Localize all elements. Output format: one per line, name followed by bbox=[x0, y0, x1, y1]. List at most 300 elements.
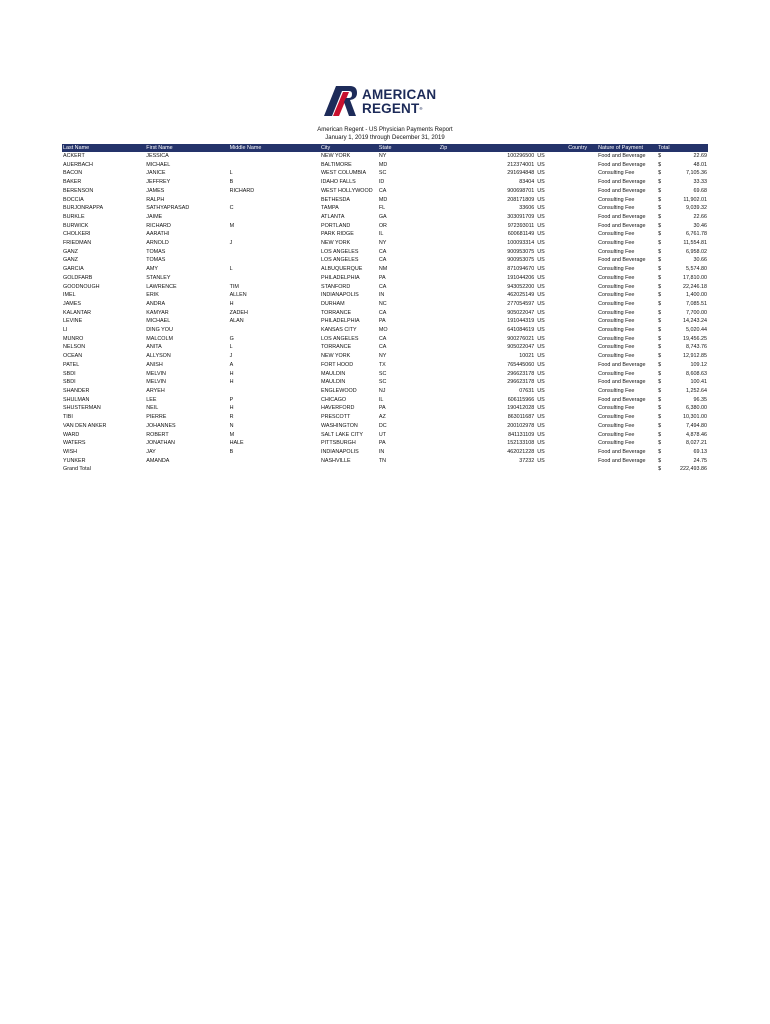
cell-nature: Food and Beverage bbox=[598, 448, 646, 455]
cell-country: US bbox=[537, 431, 545, 438]
cell-country: US bbox=[537, 414, 545, 421]
cell-state: GA bbox=[378, 213, 387, 220]
cell-zip: 10021 bbox=[519, 353, 535, 360]
cell-city: NEW YORK bbox=[320, 240, 351, 247]
cell-last-name: KALANTAR bbox=[63, 309, 92, 316]
col-header-total: Total bbox=[657, 144, 708, 152]
cell-last-name: ACKERT bbox=[63, 153, 85, 159]
cell-country: US bbox=[537, 361, 545, 368]
cell-country: US bbox=[537, 335, 545, 342]
cell-state: NC bbox=[378, 300, 387, 307]
cell-last-name: GANZ bbox=[63, 257, 78, 264]
table-row bbox=[62, 361, 708, 370]
cell-last-name: BURJONRAPPA bbox=[63, 205, 104, 212]
table-row bbox=[62, 413, 708, 422]
cell-last-name: CHOLKERI bbox=[63, 231, 91, 238]
table-row bbox=[62, 352, 708, 361]
cell-country: US bbox=[537, 213, 545, 220]
cell-country: US bbox=[537, 309, 545, 316]
cell-last-name: VAN DEN ANKER bbox=[63, 422, 107, 429]
cell-nature: Consulting Fee bbox=[598, 283, 635, 290]
cell-first-name: MICHAEL bbox=[146, 318, 171, 325]
cell-first-name: RICHARD bbox=[146, 222, 171, 229]
grand-total-row bbox=[62, 465, 708, 474]
cell-currency: $ bbox=[658, 231, 662, 238]
cell-total: 8,743.76 bbox=[686, 344, 707, 351]
cell-first-name: DING YOU bbox=[146, 327, 173, 334]
cell-total: 7,105.36 bbox=[686, 170, 707, 177]
table-row bbox=[62, 283, 708, 292]
cell-total: 11,554.81 bbox=[683, 240, 707, 247]
logo-line2: REGENT® bbox=[362, 101, 423, 116]
cell-city: PRESCOTT bbox=[320, 414, 351, 421]
cell-zip: 190412028 bbox=[507, 405, 535, 412]
cell-currency: $ bbox=[658, 222, 662, 229]
cell-country: US bbox=[537, 405, 545, 412]
cell-total: 6,761.78 bbox=[686, 231, 707, 238]
report-period: January 1, 2019 through December 31, 2019 bbox=[325, 135, 445, 141]
cell-nature: Consulting Fee bbox=[598, 318, 635, 325]
cell-state: SC bbox=[378, 370, 387, 377]
cell-first-name: TOMAS bbox=[146, 257, 166, 264]
cell-first-name: JEFFREY bbox=[146, 179, 171, 186]
cell-nature: Food and Beverage bbox=[598, 187, 646, 194]
cell-total: 22,246.18 bbox=[683, 283, 707, 290]
cell-last-name: OCEAN bbox=[63, 353, 83, 360]
cell-currency: $ bbox=[658, 170, 662, 177]
cell-country: US bbox=[537, 170, 545, 177]
cell-city: BETHESDA bbox=[320, 196, 351, 203]
cell-last-name: TIBI bbox=[63, 414, 73, 421]
cell-zip: 83404 bbox=[519, 179, 535, 186]
cell-state: CA bbox=[378, 335, 387, 342]
cell-country: US bbox=[537, 353, 545, 360]
cell-last-name: LI bbox=[63, 327, 68, 334]
cell-middle-name: J bbox=[229, 240, 233, 247]
cell-nature: Food and Beverage bbox=[598, 179, 646, 186]
cell-zip: 100093314 bbox=[507, 240, 535, 247]
table-row bbox=[62, 230, 708, 239]
cell-last-name: AUERBACH bbox=[63, 161, 93, 168]
cell-currency: $ bbox=[658, 257, 662, 264]
table-row bbox=[62, 291, 708, 300]
cell-zip: 291694848 bbox=[507, 170, 535, 177]
cell-total: 33.33 bbox=[693, 179, 707, 186]
cell-middle-name: N bbox=[229, 422, 234, 429]
cell-total: 1,400.00 bbox=[686, 292, 707, 299]
cell-total: 8,608.63 bbox=[686, 370, 707, 377]
cell-nature: Consulting Fee bbox=[598, 353, 635, 360]
cell-nature: Consulting Fee bbox=[598, 387, 635, 394]
cell-state: IL bbox=[378, 396, 384, 403]
cell-nature: Consulting Fee bbox=[598, 240, 635, 247]
cell-currency: $ bbox=[658, 318, 662, 325]
cell-middle-name: H bbox=[229, 379, 234, 386]
cell-country: US bbox=[537, 179, 545, 186]
cell-first-name: JESSICA bbox=[146, 153, 169, 159]
cell-last-name: GANZ bbox=[63, 248, 78, 255]
cell-state: AZ bbox=[378, 414, 386, 421]
cell-middle-name: B bbox=[229, 448, 234, 455]
cell-last-name: SBDI bbox=[63, 379, 76, 386]
cell-currency: $ bbox=[658, 440, 662, 447]
cell-last-name: NELSON bbox=[63, 344, 86, 351]
cell-total: 17,810.00 bbox=[683, 274, 707, 281]
cell-country: US bbox=[537, 440, 545, 447]
cell-zip: 871094670 bbox=[507, 266, 535, 273]
cell-middle-name: ZADEH bbox=[229, 309, 248, 316]
table-row bbox=[62, 239, 708, 248]
cell-middle-name: C bbox=[229, 205, 234, 212]
cell-nature: Consulting Fee bbox=[598, 414, 635, 421]
cell-last-name: BURKLE bbox=[63, 213, 85, 220]
cell-total: 96.35 bbox=[693, 396, 707, 403]
table-row bbox=[62, 431, 708, 440]
cell-last-name: BERENSON bbox=[63, 187, 94, 194]
cell-last-name: JAMES bbox=[63, 300, 81, 307]
cell-city: KANSAS CITY bbox=[320, 327, 357, 334]
cell-nature: Consulting Fee bbox=[598, 248, 635, 255]
table-row bbox=[62, 387, 708, 396]
cell-last-name: WATERS bbox=[63, 440, 86, 447]
cell-state: MD bbox=[378, 161, 388, 168]
cell-total: 30.46 bbox=[693, 222, 707, 229]
cell-state: CA bbox=[378, 257, 387, 264]
cell-total: 69.13 bbox=[693, 448, 707, 455]
cell-currency: $ bbox=[658, 205, 662, 212]
table-row bbox=[62, 343, 708, 352]
cell-country: US bbox=[537, 300, 545, 307]
table-row bbox=[62, 326, 708, 335]
cell-nature: Food and Beverage bbox=[598, 161, 646, 168]
cell-city: BALTIMORE bbox=[320, 161, 352, 168]
logo-line1: AMERICAN bbox=[362, 87, 437, 102]
cell-zip: 07631 bbox=[519, 387, 535, 394]
cell-state: FL bbox=[378, 205, 386, 212]
cell-first-name: PIERRE bbox=[146, 414, 167, 421]
cell-last-name: BAKER bbox=[63, 179, 82, 186]
cell-middle-name bbox=[229, 161, 320, 170]
cell-middle-name: J bbox=[229, 353, 233, 360]
cell-state: MD bbox=[378, 196, 388, 203]
cell-middle-name: H bbox=[229, 370, 234, 377]
cell-country: US bbox=[537, 153, 545, 159]
cell-total: 48.01 bbox=[693, 161, 707, 168]
cell-nature: Consulting Fee bbox=[598, 205, 635, 212]
cell-total: 6,958.02 bbox=[686, 248, 707, 255]
cell-city: SALT LAKE CITY bbox=[320, 431, 364, 438]
cell-first-name: RALPH bbox=[146, 196, 165, 203]
cell-middle-name bbox=[229, 230, 320, 239]
cell-country: US bbox=[537, 266, 545, 273]
table-row bbox=[62, 378, 708, 387]
cell-country: US bbox=[537, 370, 545, 377]
grand-total-symbol: $ bbox=[658, 466, 662, 473]
cell-zip: 100296500 bbox=[507, 153, 535, 159]
cell-currency: $ bbox=[658, 457, 662, 464]
cell-currency: $ bbox=[658, 153, 662, 159]
cell-country: US bbox=[537, 283, 545, 290]
cell-middle-name: RICHARD bbox=[229, 187, 255, 194]
cell-middle-name: B bbox=[229, 179, 234, 186]
cell-city: ATLANTA bbox=[320, 213, 345, 220]
cell-zip: 200102978 bbox=[507, 422, 535, 429]
cell-total: 69.68 bbox=[693, 187, 707, 194]
cell-middle-name: L bbox=[229, 170, 233, 177]
cell-zip: 943052200 bbox=[507, 283, 535, 290]
cell-last-name: GOLDFARB bbox=[63, 274, 93, 281]
cell-state: PA bbox=[378, 274, 386, 281]
cell-state: OR bbox=[378, 222, 387, 229]
cell-total: 4,878.46 bbox=[686, 431, 707, 438]
table-row bbox=[62, 213, 708, 222]
cell-country: US bbox=[537, 387, 545, 394]
cell-currency: $ bbox=[658, 370, 662, 377]
cell-middle-name: G bbox=[229, 335, 234, 342]
cell-zip: 191044206 bbox=[507, 274, 535, 281]
cell-nature: Food and Beverage bbox=[598, 379, 646, 386]
cell-last-name: WARD bbox=[63, 431, 80, 438]
cell-zip: 905022047 bbox=[507, 344, 535, 351]
cell-country: US bbox=[537, 196, 545, 203]
table-row bbox=[62, 422, 708, 431]
cell-nature: Consulting Fee bbox=[598, 266, 635, 273]
cell-first-name: AARATHI bbox=[146, 231, 170, 238]
cell-zip: 303091709 bbox=[507, 213, 535, 220]
payments-table bbox=[62, 144, 708, 474]
cell-city: PORTLAND bbox=[320, 222, 351, 229]
table-row bbox=[62, 370, 708, 379]
cell-country: US bbox=[537, 187, 545, 194]
cell-first-name: MALCOLM bbox=[146, 335, 173, 342]
grand-total-value: 222,493.86 bbox=[680, 466, 707, 473]
cell-middle-name bbox=[229, 256, 320, 265]
cell-nature: Consulting Fee bbox=[598, 344, 635, 351]
cell-zip: 296623178 bbox=[507, 370, 535, 377]
cell-total: 24.75 bbox=[693, 457, 707, 464]
cell-middle-name: M bbox=[229, 431, 235, 438]
table-row bbox=[62, 317, 708, 326]
cell-zip: 905022047 bbox=[507, 309, 535, 316]
logo-mark-icon bbox=[322, 84, 358, 118]
cell-nature: Consulting Fee bbox=[598, 405, 635, 412]
cell-country: US bbox=[537, 318, 545, 325]
cell-first-name: ALLYSON bbox=[146, 353, 171, 360]
table-row bbox=[62, 265, 708, 274]
cell-middle-name bbox=[229, 213, 320, 222]
cell-currency: $ bbox=[658, 248, 662, 255]
table-row bbox=[62, 300, 708, 309]
cell-first-name: ANISH bbox=[146, 361, 163, 368]
col-header-last-name: Last Name bbox=[62, 144, 145, 152]
cell-nature: Consulting Fee bbox=[598, 170, 635, 177]
col-header-state: State bbox=[378, 144, 439, 152]
cell-first-name: KAMYAR bbox=[146, 309, 169, 316]
cell-nature: Food and Beverage bbox=[598, 153, 646, 159]
cell-total: 7,494.80 bbox=[686, 422, 707, 429]
cell-country: US bbox=[537, 396, 545, 403]
cell-first-name: ANITA bbox=[146, 344, 162, 351]
cell-first-name: LEE bbox=[146, 396, 157, 403]
cell-zip: 462021228 bbox=[507, 448, 535, 455]
cell-state: PA bbox=[378, 405, 386, 412]
cell-city: DURHAM bbox=[320, 300, 345, 307]
cell-city: NEW YORK bbox=[320, 353, 351, 360]
col-header-country: Country bbox=[535, 144, 588, 152]
cell-zip: 863011687 bbox=[507, 414, 535, 421]
table-row bbox=[62, 196, 708, 205]
table-row bbox=[62, 169, 708, 178]
cell-city: IDAHO FALLS bbox=[320, 179, 356, 186]
cell-last-name: PATEL bbox=[63, 361, 80, 368]
cell-city: LOS ANGELES bbox=[320, 257, 359, 264]
table-row bbox=[62, 439, 708, 448]
table-row bbox=[62, 178, 708, 187]
cell-currency: $ bbox=[658, 274, 662, 281]
cell-city: HAVERFORD bbox=[320, 405, 355, 412]
cell-first-name: JOHANNES bbox=[146, 422, 176, 429]
cell-country: US bbox=[537, 240, 545, 247]
cell-currency: $ bbox=[658, 448, 662, 455]
cell-zip: 191044319 bbox=[507, 318, 535, 325]
cell-first-name: ERIK bbox=[146, 292, 159, 299]
cell-total: 14,243.24 bbox=[683, 318, 707, 325]
table-row bbox=[62, 152, 708, 161]
cell-state: DC bbox=[378, 422, 387, 429]
cell-zip: 641084619 bbox=[507, 327, 535, 334]
cell-currency: $ bbox=[658, 344, 662, 351]
cell-country: US bbox=[537, 161, 545, 168]
cell-nature: Consulting Fee bbox=[598, 370, 635, 377]
cell-currency: $ bbox=[658, 300, 662, 307]
cell-last-name: SHUSTERMAN bbox=[63, 405, 101, 412]
cell-city: CHICAGO bbox=[320, 396, 347, 403]
cell-last-name: BACON bbox=[63, 170, 83, 177]
cell-state: NM bbox=[378, 266, 388, 273]
cell-city: TORRANCE bbox=[320, 344, 352, 351]
cell-total: 6,380.00 bbox=[686, 405, 707, 412]
cell-state: UT bbox=[378, 431, 387, 438]
cell-total: 5,020.44 bbox=[686, 327, 707, 334]
cell-total: 10,301.00 bbox=[683, 414, 707, 421]
cell-total: 100.41 bbox=[690, 379, 707, 386]
cell-last-name: LEVINE bbox=[63, 318, 83, 325]
cell-currency: $ bbox=[658, 213, 662, 220]
cell-state: PA bbox=[378, 440, 386, 447]
cell-state: CA bbox=[378, 283, 387, 290]
table-row bbox=[62, 309, 708, 318]
cell-last-name: SHULMAN bbox=[63, 396, 90, 403]
cell-last-name: SHANDER bbox=[63, 387, 90, 394]
cell-city: WASHINGTON bbox=[320, 422, 358, 429]
cell-nature: Food and Beverage bbox=[598, 457, 646, 464]
cell-country: US bbox=[537, 379, 545, 386]
cell-zip: 37232 bbox=[519, 457, 535, 464]
col-header-zip: Zip bbox=[439, 144, 535, 152]
cell-middle-name: R bbox=[229, 414, 234, 421]
cell-middle-name: H bbox=[229, 300, 234, 307]
cell-currency: $ bbox=[658, 309, 662, 316]
cell-currency: $ bbox=[658, 187, 662, 194]
cell-country: US bbox=[537, 257, 545, 264]
cell-last-name: WISH bbox=[63, 448, 78, 455]
cell-nature: Consulting Fee bbox=[598, 300, 635, 307]
cell-country: US bbox=[537, 248, 545, 255]
cell-zip: 33606 bbox=[519, 205, 535, 212]
table-row bbox=[62, 448, 708, 457]
cell-city: ALBUQUERQUE bbox=[320, 266, 363, 273]
cell-zip: 600681149 bbox=[507, 231, 535, 238]
cell-middle-name bbox=[229, 457, 320, 466]
cell-total: 11,902.01 bbox=[683, 196, 707, 203]
cell-country: US bbox=[537, 457, 545, 464]
cell-city: MAULDIN bbox=[320, 379, 346, 386]
cell-currency: $ bbox=[658, 266, 662, 273]
cell-first-name: TOMAS bbox=[146, 248, 166, 255]
cell-zip: 900953075 bbox=[507, 257, 535, 264]
cell-city: FORT HOOD bbox=[320, 361, 354, 368]
cell-nature: Food and Beverage bbox=[598, 396, 646, 403]
cell-city: TORRANCE bbox=[320, 309, 352, 316]
cell-first-name: JONATHAN bbox=[146, 440, 175, 447]
cell-zip: 900698701 bbox=[507, 187, 535, 194]
cell-middle-name: ALAN bbox=[229, 318, 244, 325]
cell-last-name: BURWICK bbox=[63, 222, 89, 229]
cell-last-name: BOCCIA bbox=[63, 196, 84, 203]
cell-nature: Consulting Fee bbox=[598, 292, 635, 299]
cell-city: PITTSBURGH bbox=[320, 440, 356, 447]
cell-zip: 841131109 bbox=[508, 431, 535, 438]
cell-city: LOS ANGELES bbox=[320, 335, 359, 342]
cell-first-name: MELVIN bbox=[146, 370, 166, 377]
cell-city: STANFORD bbox=[320, 283, 351, 290]
cell-currency: $ bbox=[658, 335, 662, 342]
cell-zip: 606115966 bbox=[507, 396, 535, 403]
cell-state: PA bbox=[378, 318, 386, 325]
cell-city: PHILADELPHIA bbox=[320, 274, 360, 281]
cell-zip: 765445060 bbox=[507, 361, 535, 368]
cell-state: ID bbox=[378, 179, 385, 186]
cell-last-name: SBDI bbox=[63, 370, 76, 377]
cell-currency: $ bbox=[658, 353, 662, 360]
cell-first-name: SATHYAPRASAD bbox=[146, 205, 190, 212]
cell-zip: 462025149 bbox=[507, 292, 535, 299]
cell-country: US bbox=[537, 205, 545, 212]
cell-currency: $ bbox=[658, 196, 662, 203]
cell-country: US bbox=[537, 231, 545, 238]
cell-country: US bbox=[537, 327, 545, 334]
col-header-middle-name: Middle Name bbox=[229, 144, 320, 152]
cell-nature: Consulting Fee bbox=[598, 274, 635, 281]
grand-total-label: Grand Total bbox=[63, 466, 91, 473]
table-row bbox=[62, 187, 708, 196]
cell-zip: 900276021 bbox=[507, 335, 535, 342]
cell-last-name: GARCIA bbox=[63, 266, 84, 273]
cell-zip: 208171809 bbox=[507, 196, 535, 203]
cell-first-name: JAIME bbox=[146, 213, 163, 220]
cell-currency: $ bbox=[658, 240, 662, 247]
cell-country: US bbox=[537, 292, 545, 299]
cell-nature: Consulting Fee bbox=[598, 422, 635, 429]
cell-middle-name: ALLEN bbox=[229, 292, 247, 299]
cell-first-name: LAWRENCE bbox=[146, 283, 177, 290]
cell-total: 109.12 bbox=[690, 361, 707, 368]
cell-country: US bbox=[537, 448, 545, 455]
col-header-city: City bbox=[320, 144, 378, 152]
cell-middle-name: TIM bbox=[229, 283, 239, 290]
cell-first-name: NEIL bbox=[146, 405, 159, 412]
cell-state: CA bbox=[378, 309, 387, 316]
